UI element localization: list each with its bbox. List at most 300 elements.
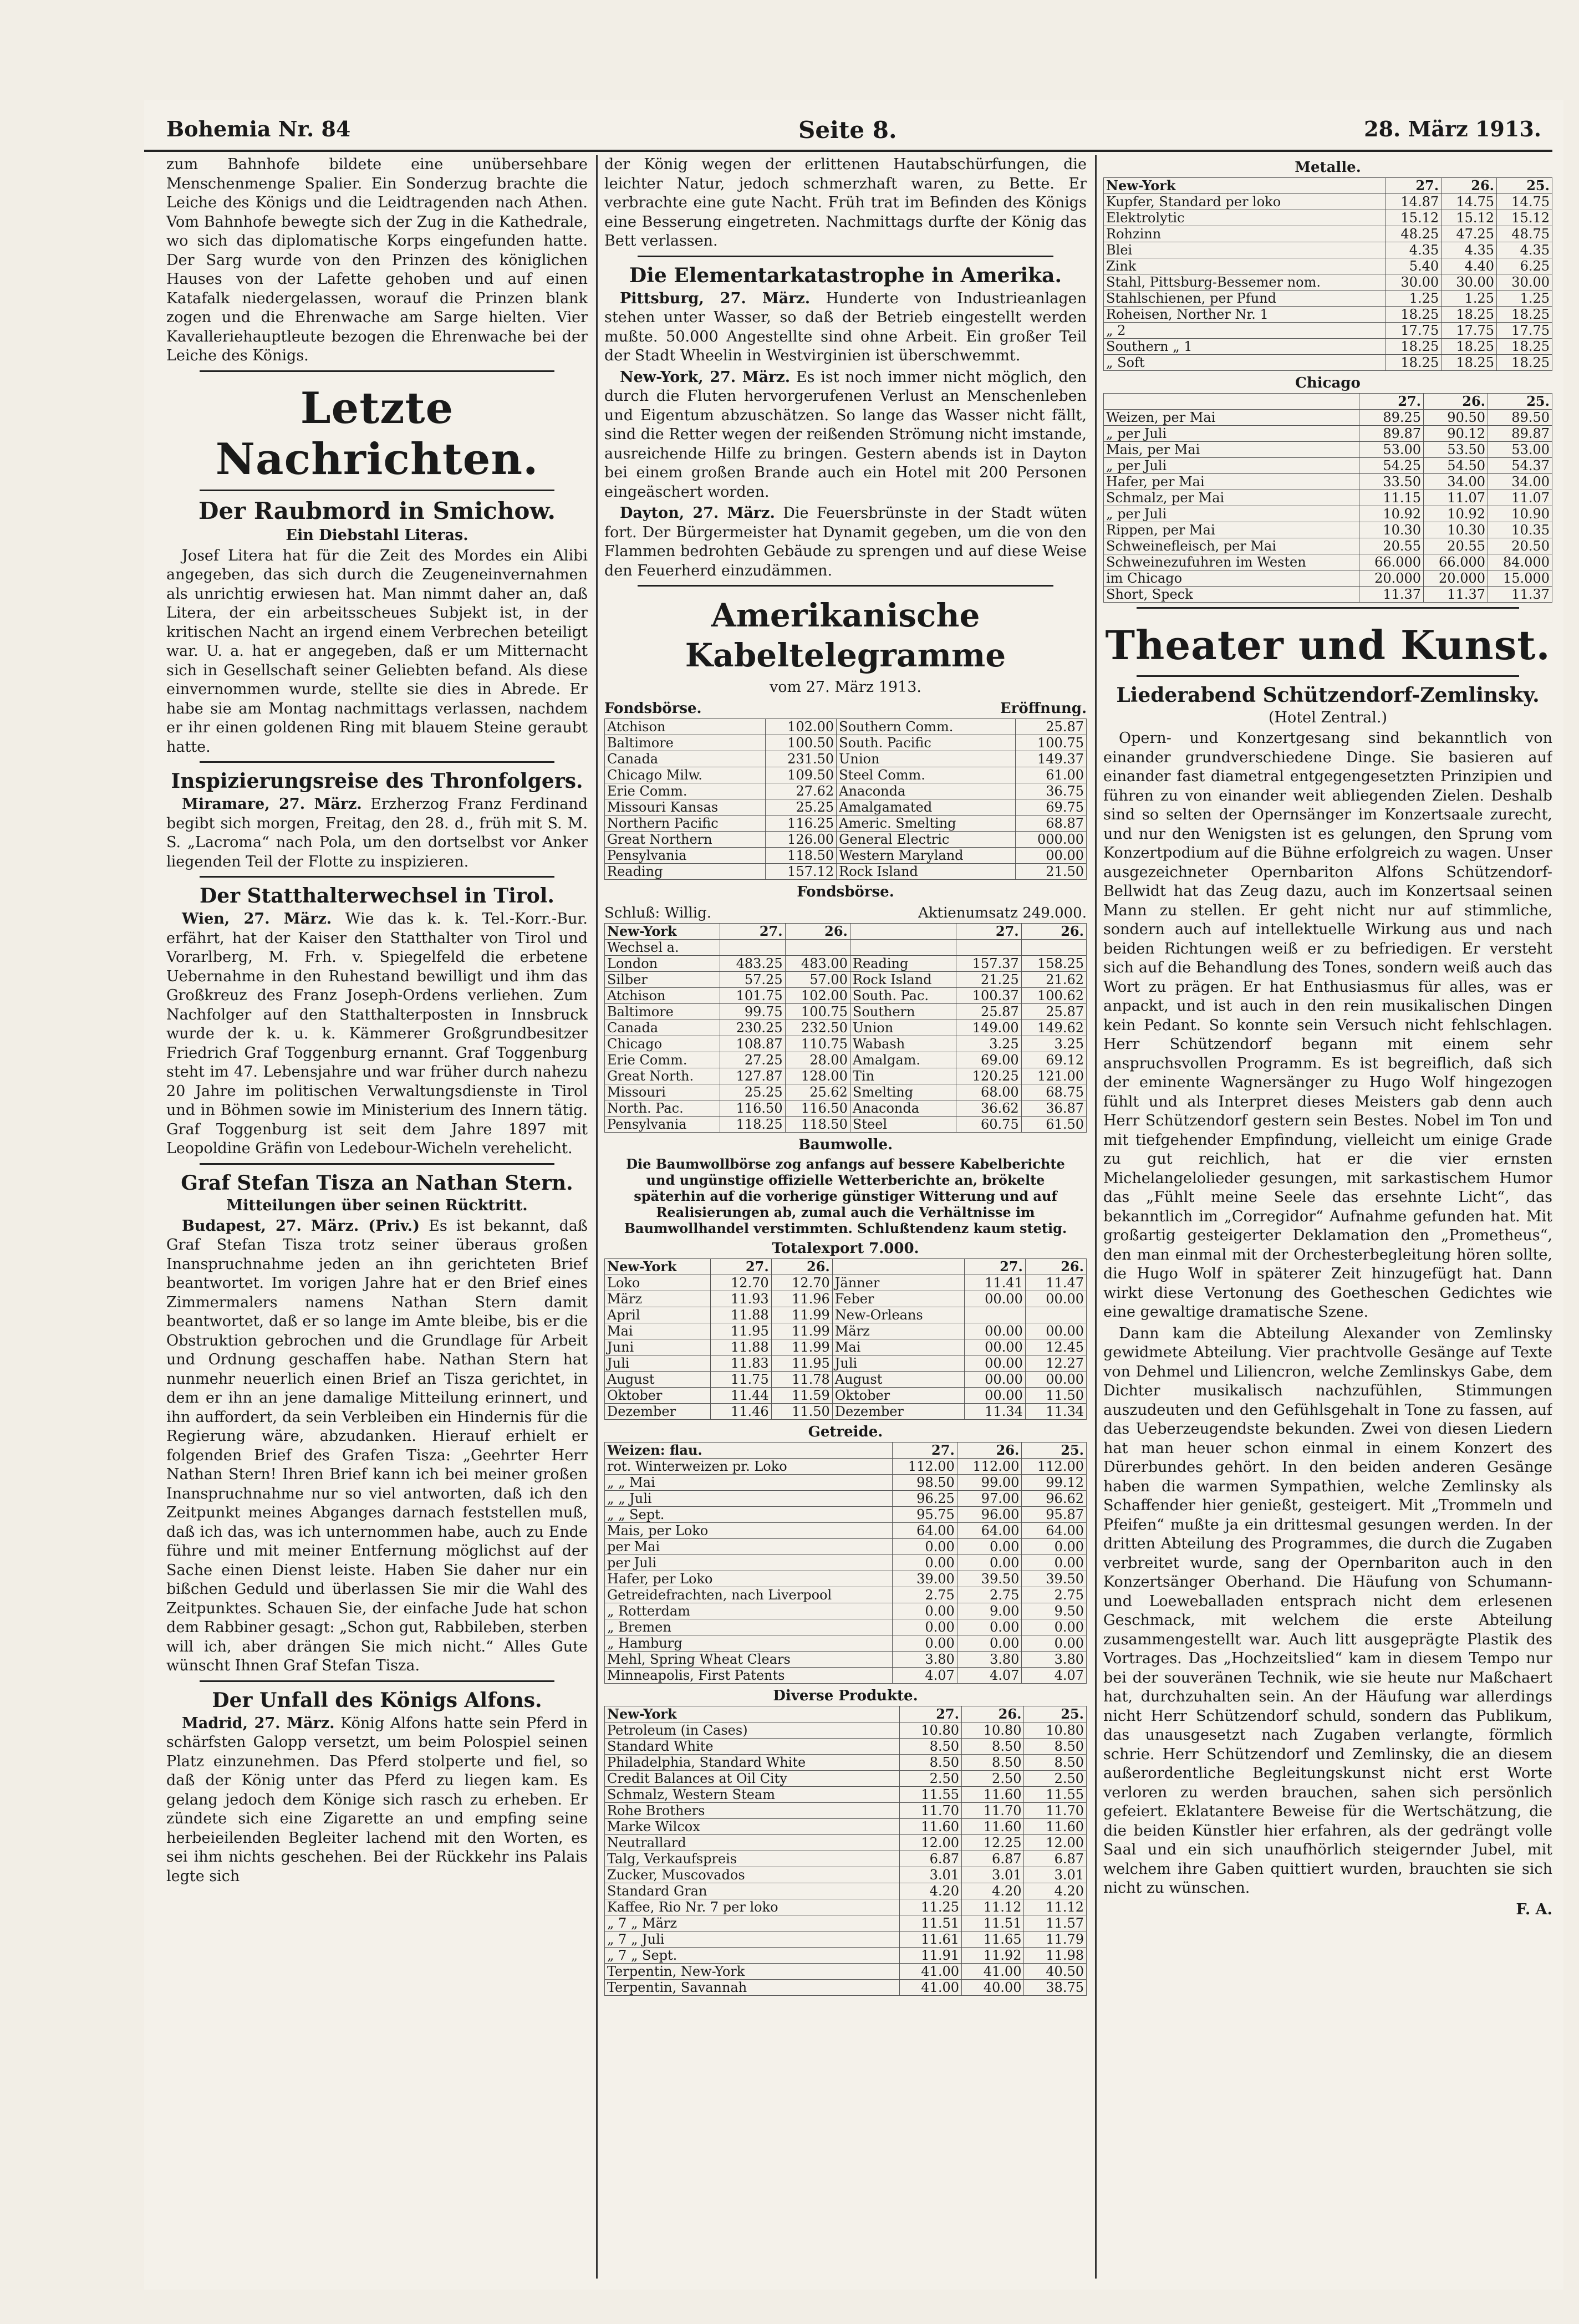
table-cell: 20.55	[1424, 538, 1488, 554]
table-cell: 11.34	[964, 1404, 1025, 1420]
table-cell: 95.87	[1022, 1507, 1087, 1523]
table-cell: Rohzinn	[1104, 226, 1386, 242]
table-cell: Juli	[832, 1355, 964, 1372]
table-row	[1104, 410, 1552, 426]
table-cell: 5.40	[1386, 258, 1442, 274]
table-cell	[785, 940, 850, 956]
table-row	[1104, 506, 1552, 522]
table-cell: 3.01	[962, 1867, 1024, 1883]
table-cell: 27.	[899, 1706, 961, 1722]
header-date: 28. März 1913.	[1364, 116, 1541, 141]
table-cell: Wechsel a.	[605, 940, 720, 956]
table-cell: 18.25	[1442, 307, 1497, 323]
table-cell: 21.62	[1021, 972, 1086, 988]
table-cell: Short, Speck	[1104, 587, 1359, 603]
table-cell: Credit Balances at Oil City	[605, 1771, 900, 1787]
table-cell: 126.00	[765, 832, 836, 848]
article-text: Hunderte von Industrieanlagen stehen unter Wasser, so daß der Betrieb eingestellt werden mußte. 50.000 Angestellte sind ohne Arbeit. Ein großer Teil der Stadt Wheelin in Westvirginien ist überschwemmt.	[604, 289, 1087, 364]
table-cell: 69.00	[956, 1052, 1021, 1068]
table-row	[605, 1323, 1087, 1339]
table-cell	[1021, 940, 1086, 956]
table-caption	[604, 700, 1087, 717]
article-body	[604, 289, 1087, 366]
table-cell: General Electric	[837, 832, 1015, 848]
table-row	[605, 1036, 1087, 1052]
table-cell: 00.00	[1025, 1323, 1086, 1339]
article-text: Es ist noch immer nicht möglich, den durch die Fluten hervorgerufenen Verlust an Menschenleben und Eigentum abzuschätzen. So lange das Wasser nicht fällt, sind die Retter wegen der reißenden Strömung nicht imstande, ausreichende Hilfe zu bringen. Gestern abends ist in Dayton bei einem großen Brande auch ein Hotel mit 200 Personen eingeäschert worden.	[604, 368, 1087, 501]
article-body: Josef Litera hat für die Zeit des Mordes ein Alibi angegeben, das sich durch die Zeugeneinvernahmen als unrichtig erwiesen hat. Man nimmt daher an, daß Litera, der ein arbeitsscheues Subjekt ist, in der kritischen Nacht an irgend einem Verbrechen beteiligt war. U. a. hat er angegeben, daß er um Mitternacht sich in Gesellschaft seiner Geliebten befand. Als diese einvernommen wurde, stellte sie dies in Abrede. Er habe sie am Montag nachmittags verlassen, nachdem er ihr einen goldenen Ring mit blauem Steine geraubt hatte.	[166, 547, 588, 756]
table-cell: Weizen, per Mai	[1104, 410, 1359, 426]
close-left: Schluß: Willig.	[604, 905, 712, 921]
table-cell: Tin	[850, 1068, 956, 1084]
article-subtitle: Mitteilungen über seinen Rücktritt.	[226, 1196, 528, 1214]
table-cell: 118.25	[720, 1117, 785, 1133]
table-row	[605, 1539, 1087, 1555]
table-cell: 11.96	[771, 1291, 832, 1307]
table-cell: 41.00	[962, 1964, 1024, 1980]
table-cell: „ per Juli	[1104, 458, 1359, 474]
table-cell: Americ. Smelting	[837, 816, 1015, 832]
table-cell: Mehl, Spring Wheat Clears	[605, 1652, 893, 1668]
table-cell: 11.61	[899, 1931, 961, 1948]
table-cell: 61.50	[1021, 1117, 1086, 1133]
table-cell: 9.00	[957, 1603, 1022, 1619]
table-cell: 21.50	[1015, 864, 1086, 880]
table-cell: 27.	[1386, 178, 1442, 194]
table-cell: Schmalz, Western Steam	[605, 1787, 900, 1803]
table-cell: 26.	[1021, 924, 1086, 940]
table-cell: 00.00	[964, 1355, 1025, 1372]
table-header-row	[1104, 394, 1552, 410]
table-cell: 89.87	[1359, 426, 1424, 442]
newspaper-page	[144, 100, 1563, 2290]
table-cell: 11.70	[899, 1803, 961, 1819]
table-cell	[964, 1307, 1025, 1323]
table-cell: 149.62	[1021, 1020, 1086, 1036]
table-cell: 0.00	[893, 1603, 957, 1619]
table-caption: Diverse Produkte.	[773, 1688, 918, 1704]
table-cell: 89.25	[1359, 410, 1424, 426]
article-title: Der Statthalterwechsel in Tirol.	[200, 884, 554, 908]
article-title: Die Elementarkatastrophe in Amerika.	[629, 263, 1062, 287]
article-subtitle: (Hotel Zentral.)	[1268, 709, 1388, 726]
table-cell: März	[832, 1323, 964, 1339]
table-cell: Southern Comm.	[837, 719, 1015, 735]
table-cell: 127.87	[720, 1068, 785, 1084]
table-row	[605, 1787, 1087, 1803]
table-header-row	[605, 1443, 1087, 1459]
table-row	[1104, 274, 1552, 290]
table-cell: 39.50	[957, 1571, 1022, 1587]
table-cell: Pensylvania	[605, 848, 766, 864]
table-cell: 96.25	[893, 1491, 957, 1507]
table-cell: 101.75	[720, 988, 785, 1004]
table-cell: 17.75	[1386, 323, 1442, 339]
table-cell: 6.87	[899, 1851, 961, 1867]
table-cell: 90.12	[1424, 426, 1488, 442]
dateline: Miramare, 27. März.	[182, 796, 362, 813]
table-cell: 483.25	[720, 956, 785, 972]
table-cell: Juni	[605, 1339, 711, 1355]
divider	[200, 1163, 554, 1165]
divider	[638, 256, 1053, 257]
divider	[200, 1680, 554, 1682]
header-page-number: Seite 8.	[798, 116, 897, 144]
article-body	[166, 1217, 588, 1676]
article-title: Liederabend Schützendorf-Zemlinsky.	[1116, 684, 1540, 707]
table-row	[605, 1117, 1087, 1133]
table-cell: Oktober	[832, 1388, 964, 1404]
dateline: Budapest, 27. März. (Priv.)	[182, 1217, 420, 1235]
column-2	[604, 155, 1087, 2279]
article-title: Inspizierungsreise des Thronfolgers.	[171, 769, 583, 793]
table-cell: Amalgam.	[850, 1052, 956, 1068]
table-cell: 4.35	[1497, 242, 1552, 258]
table-row	[605, 1068, 1087, 1084]
table-cell: 27.	[1359, 394, 1424, 410]
dateline: Wien, 27. März.	[182, 910, 332, 927]
table-cell: Atchison	[605, 719, 766, 735]
table-cell: 25.25	[765, 799, 836, 816]
article-body	[604, 368, 1087, 502]
table-cell: 66.000	[1424, 554, 1488, 570]
table-caption: Metalle.	[1295, 159, 1361, 176]
table-cell: 10.35	[1488, 522, 1552, 538]
table-cell: 20.000	[1359, 570, 1424, 587]
table-cell: 00.00	[1015, 848, 1086, 864]
table-cell: 3.25	[956, 1036, 1021, 1052]
table-cell: 11.46	[710, 1404, 771, 1420]
table-cell: Blei	[1104, 242, 1386, 258]
table-cell: 2.50	[1024, 1771, 1087, 1787]
table-row	[605, 1404, 1087, 1420]
table-row	[605, 1020, 1087, 1036]
table-cell: 18.25	[1497, 307, 1552, 323]
table-cell: Chicago	[605, 1036, 720, 1052]
table-caption: Baumwolle.	[798, 1136, 893, 1153]
article-title: Der Raubmord in Smichow.	[198, 497, 556, 524]
table-cell: 12.27	[1025, 1355, 1086, 1372]
table-cell: 00.00	[964, 1291, 1025, 1307]
table-metals	[1103, 177, 1552, 371]
table-cell: 11.65	[962, 1931, 1024, 1948]
table-row	[1104, 194, 1552, 210]
table-cell: Western Maryland	[837, 848, 1015, 864]
table-cell: 69.75	[1015, 799, 1086, 816]
table-header-row	[605, 1259, 1087, 1275]
table-caption: Fondsbörse.	[797, 884, 894, 900]
table-cell: 8.50	[962, 1739, 1024, 1755]
table-cell: 11.51	[899, 1915, 961, 1931]
table-cell: 2.75	[1022, 1587, 1087, 1603]
table-cell: Roheisen, Norther Nr. 1	[1104, 307, 1386, 323]
table-cell: 25.	[1488, 394, 1552, 410]
table-cell: Schmalz, per Mai	[1104, 490, 1359, 506]
table-row	[605, 735, 1087, 751]
table-cell: 41.00	[899, 1964, 961, 1980]
table-cell: 61.00	[1015, 767, 1086, 783]
table-cell: Amalgamated	[837, 799, 1015, 816]
table-cell: 99.12	[1022, 1475, 1087, 1491]
table-row	[605, 1388, 1087, 1404]
table-cell: 27.62	[765, 783, 836, 799]
table-cell: Great North.	[605, 1068, 720, 1084]
table-cell: 12.70	[771, 1275, 832, 1291]
table-cell: Rock Island	[850, 972, 956, 988]
table-cell: 53.50	[1424, 442, 1488, 458]
table-row	[605, 1459, 1087, 1475]
table-cell: 11.51	[962, 1915, 1024, 1931]
table-row	[605, 1739, 1087, 1755]
table-cell: 102.00	[785, 988, 850, 1004]
table-cell: 0.00	[893, 1539, 957, 1555]
table-cell: 96.00	[957, 1507, 1022, 1523]
fonds-right: Eröffnung.	[1000, 700, 1087, 717]
table-row	[1104, 258, 1552, 274]
table-row	[605, 1307, 1087, 1323]
table-cell: 15.12	[1386, 210, 1442, 226]
divider	[1137, 607, 1519, 609]
table-cell: 68.00	[956, 1084, 1021, 1100]
table-cell: August	[605, 1372, 711, 1388]
table-cell: Marke Wilcox	[605, 1819, 900, 1835]
table-cell: 100.75	[785, 1004, 850, 1020]
table-cell: 66.000	[1359, 554, 1424, 570]
table-cell: 12.45	[1025, 1339, 1086, 1355]
table-cell: 15.12	[1442, 210, 1497, 226]
table-cell: August	[832, 1372, 964, 1388]
divider	[200, 876, 554, 878]
table-cell: 18.25	[1386, 355, 1442, 371]
table-cell: 39.50	[1022, 1571, 1087, 1587]
table-cell: 11.95	[771, 1355, 832, 1372]
article-body	[166, 1714, 588, 1887]
table-cell: 11.99	[771, 1307, 832, 1323]
table-cell: 68.87	[1015, 816, 1086, 832]
table-row	[605, 1835, 1087, 1851]
table-cell: 54.37	[1488, 458, 1552, 474]
table-row	[1104, 226, 1552, 242]
table-cell: 11.12	[1024, 1899, 1087, 1915]
column-rule	[1095, 155, 1097, 2279]
table-cell: Northern Pacific	[605, 816, 766, 832]
table-cell: Great Northern	[605, 832, 766, 848]
table-cell: Anaconda	[837, 783, 1015, 799]
table-row	[605, 1084, 1087, 1100]
table-cell: 26.	[962, 1706, 1024, 1722]
table-cell: 0.00	[957, 1635, 1022, 1652]
table-cell: 110.75	[785, 1036, 850, 1052]
table-cell: 11.25	[899, 1899, 961, 1915]
table-cell: 0.00	[1022, 1539, 1087, 1555]
table-row	[605, 940, 1087, 956]
table-cell: 102.00	[765, 719, 836, 735]
table-cell: Zink	[1104, 258, 1386, 274]
table-cell: Feber	[832, 1291, 964, 1307]
table-cell: 10.90	[1488, 506, 1552, 522]
table-cell: 11.37	[1359, 587, 1424, 603]
table-cell: 128.00	[785, 1068, 850, 1084]
table-cell: 57.25	[720, 972, 785, 988]
table-cell: 0.00	[957, 1619, 1022, 1635]
table-row	[605, 751, 1087, 767]
column-rule	[596, 155, 598, 2279]
article-body	[604, 504, 1087, 580]
table-cell: 1.25	[1497, 290, 1552, 307]
table-row	[605, 1619, 1087, 1635]
article-title: Graf Stefan Tisza an Nathan Stern.	[181, 1171, 573, 1195]
table-cell: 00.00	[1025, 1372, 1086, 1388]
table-cell: 3.01	[1024, 1867, 1087, 1883]
table-cell: 89.87	[1488, 426, 1552, 442]
table-cell: 64.00	[1022, 1523, 1087, 1539]
table-row	[605, 956, 1087, 972]
table-cell: 98.50	[893, 1475, 957, 1491]
table-cell: 0.00	[1022, 1635, 1087, 1652]
close-right: Aktienumsatz 249.000.	[918, 905, 1087, 921]
table-cell: Dezember	[832, 1404, 964, 1420]
table-cell: Mais, per Mai	[1104, 442, 1359, 458]
table-cell: 0.00	[957, 1555, 1022, 1571]
table-cell: 11.91	[899, 1948, 961, 1964]
table-cell: 26.	[785, 924, 850, 940]
table-cell: 21.25	[956, 972, 1021, 988]
table-row	[1104, 490, 1552, 506]
table-cell: Union	[850, 1020, 956, 1036]
table-cell: 1.25	[1442, 290, 1497, 307]
table-cell: 11.15	[1359, 490, 1424, 506]
table-row	[605, 848, 1087, 864]
table-row	[605, 1867, 1087, 1883]
table-cell: 112.00	[893, 1459, 957, 1475]
table-cell: 18.25	[1386, 339, 1442, 355]
table-cell: 11.95	[710, 1323, 771, 1339]
table-cell: 8.50	[899, 1755, 961, 1771]
table-row	[605, 1771, 1087, 1787]
table-cell: 14.75	[1497, 194, 1552, 210]
table-row	[605, 1100, 1087, 1117]
table-cell: 57.00	[785, 972, 850, 988]
dateline: Pittsburg, 27. März.	[620, 289, 811, 307]
table-cell: 112.00	[1022, 1459, 1087, 1475]
table-cell: 18.25	[1442, 339, 1497, 355]
table-cell: 00.00	[964, 1372, 1025, 1388]
table-cell: 18.25	[1497, 355, 1552, 371]
table-cell: Zucker, Muscovados	[605, 1867, 900, 1883]
table-row	[1104, 339, 1552, 355]
table-cell: 116.50	[720, 1100, 785, 1117]
table-cell: 41.00	[899, 1980, 961, 1996]
table-row	[605, 1291, 1087, 1307]
table-cell: 11.92	[962, 1948, 1024, 1964]
table-cell: Erie Comm.	[605, 1052, 720, 1068]
column-3	[1103, 155, 1552, 2279]
table-cell	[720, 940, 785, 956]
table-cell: 12.25	[962, 1835, 1024, 1851]
table-row	[1104, 355, 1552, 371]
article-continuation: der König wegen der erlittenen Hautabschürfungen, die leichter Natur, jedoch schmerzhaft waren, zu Bette. Er verbrachte eine gute Nacht. Früh trat im Befinden des Königs eine Besserung eingetreten. Nachmittags durfte der König das Bett verlassen.	[604, 156, 1087, 249]
article-title: Der Unfall des Königs Alfons.	[212, 1688, 542, 1712]
table-cell: 25.62	[785, 1084, 850, 1100]
table-cell: 11.37	[1488, 587, 1552, 603]
table-row	[605, 719, 1087, 735]
table-cell: 157.37	[956, 956, 1021, 972]
table-cell: 116.25	[765, 816, 836, 832]
table-cell: 4.07	[957, 1668, 1022, 1684]
article-subtitle: Ein Diebstahl Literas.	[286, 526, 468, 544]
article-body: Opern- und Konzertgesang sind bekanntlich von einander grundverschiedene Dinge. Sie basieren auf einander fast diametral entgegengesetzten Prinzipien und führen zu von einander weit abliegenden Zielen. Deshalb sind so selten der Opernsänger im Konzertsaale zurecht, und nur den Wenigsten ist es gelungen, den Sprung vom Konzertpodium auf die Bühne erfolgreich zu wagen. Unser ausgezeichneter Opernbariton Alfons Schützendorf-Bellwidt hat das Zeug dazu, auch im Konzertsaal seinen Mann zu stellen. Er geht nicht nur auf stimmliche, sondern auch auf intellektuelle Wirkung aus und nach beiden Richtungen weiß er zu befriedigen. Er versteht sich auf die Behandlung des Tones, sondern weiß auch das Wort zu prägen. Er hat Enthusiasmus für alles, was er anpackt, und ist auch in den rein musikalischen Dingen kein Pedant. So konnte sein Versuch nicht fehlschlagen. Herr Schützendorf begann mit einem sehr anspruchsvollen Programm. Es ist begreiflich, daß sich der eminente Wagnersänger zu Hugo Wolf hingezogen fühlt und als Interpret dieses Meisters gab denn auch Herr Schützendorf gestern sein Bestes. Nobel im Ton und mit tiefgehender Empfindung, vielleicht um einige Grade zu gut reichlich, hat er die vier ernsten Michelangelolieder gesungen, mit sarkastischem Humor das „Fühlt meine Seele das ersehnte Licht“, das bekanntlich im „Corregidor“ Aufnahme gefunden hat. Mit großartig gesteigerter Deklamation den „Prometheus“, den man einmal mit der Orchesterbegleitung hören sollte, die Hugo Wolf in späterer Zeit hinzugefügt hat. Dann wirkt diese Vertonung des Goetheschen Gedichtes wie eine gewaltige dramatische Szene.	[1103, 730, 1552, 1321]
table-cell: per Juli	[605, 1555, 893, 1571]
table-cell: „ 7 „ März	[605, 1915, 900, 1931]
table-row	[1104, 538, 1552, 554]
table-cell: North. Pac.	[605, 1100, 720, 1117]
table-cell: 14.75	[1442, 194, 1497, 210]
table-cell: „ Hamburg	[605, 1635, 893, 1652]
table-cell: Anaconda	[850, 1100, 956, 1117]
table-row	[605, 1523, 1087, 1539]
table-row	[605, 1635, 1087, 1652]
table-cell: 000.00	[1015, 832, 1086, 848]
table-cell: 15.12	[1497, 210, 1552, 226]
table-row	[605, 1555, 1087, 1571]
table-cell: 157.12	[765, 864, 836, 880]
table-cell: 11.41	[964, 1275, 1025, 1291]
table-cell: Schweinezufuhren im Westen	[1104, 554, 1359, 570]
table-cell: 25.	[1497, 178, 1552, 194]
table-row	[1104, 426, 1552, 442]
section-title: Theater und Kunst.	[1105, 621, 1551, 669]
table-cell: 90.50	[1424, 410, 1488, 426]
divider	[200, 490, 554, 491]
table-cell: Weizen: flau.	[605, 1443, 893, 1459]
table-cell: 8.50	[1024, 1739, 1087, 1755]
table-cell: Silber	[605, 972, 720, 988]
table-cell: 20.000	[1424, 570, 1488, 587]
table-cell: 96.62	[1022, 1491, 1087, 1507]
table-cell: 53.00	[1488, 442, 1552, 458]
table-cell: 3.80	[893, 1652, 957, 1668]
table-cell: London	[605, 956, 720, 972]
table-cell: 4.20	[899, 1883, 961, 1899]
table-cell	[1104, 394, 1359, 410]
table-cell: Southern „ 1	[1104, 339, 1386, 355]
table-cell: 27.	[956, 924, 1021, 940]
table-header-row	[1104, 178, 1552, 194]
table-cell: 4.40	[1442, 258, 1497, 274]
table-row	[605, 1931, 1087, 1948]
table-cell: 11.70	[1024, 1803, 1087, 1819]
table-cell: per Mai	[605, 1539, 893, 1555]
table-cell: 231.50	[765, 751, 836, 767]
table-cell: 3.25	[1021, 1036, 1086, 1052]
table-cell: 10.92	[1359, 506, 1424, 522]
table-cell: 0.00	[957, 1539, 1022, 1555]
table-cell: Loko	[605, 1275, 711, 1291]
table-cell: Kaffee, Rio Nr. 7 per loko	[605, 1899, 900, 1915]
table-cell: 11.88	[710, 1339, 771, 1355]
table-cell: 8.50	[1024, 1755, 1087, 1771]
table-cell: 00.00	[964, 1323, 1025, 1339]
table-cell: rot. Winterweizen pr. Loko	[605, 1459, 893, 1475]
table-cell: Stahl, Pittsburg-Bessemer nom.	[1104, 274, 1386, 290]
table-row	[1104, 554, 1552, 570]
table-row	[605, 972, 1087, 988]
table-cell: Elektrolytic	[1104, 210, 1386, 226]
table-row	[605, 864, 1087, 880]
table-cell: New-York	[605, 924, 720, 940]
table-cell: 2.75	[893, 1587, 957, 1603]
table-cell: 10.92	[1424, 506, 1488, 522]
